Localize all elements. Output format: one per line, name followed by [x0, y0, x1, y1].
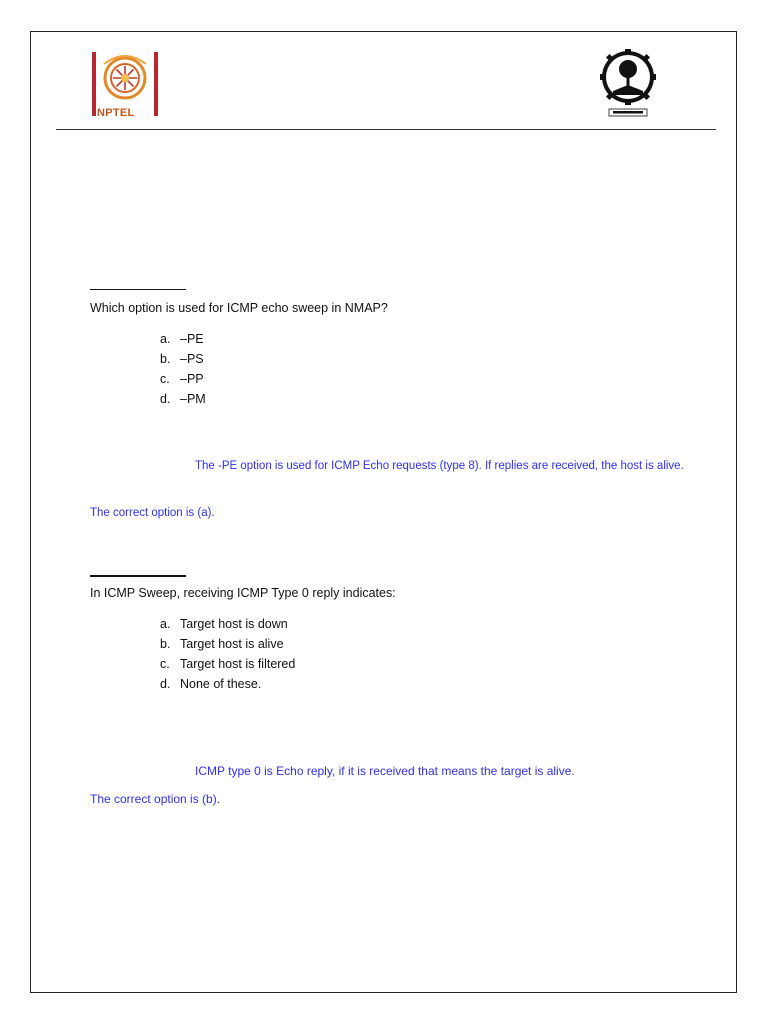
option-letter: d. [160, 677, 171, 691]
question-1-text: Which option is used for ICMP echo sweep in NMAP? [90, 301, 388, 315]
option-item [160, 614, 295, 634]
option-letter: b. [160, 352, 171, 366]
option-letter: a. [160, 617, 171, 631]
option-item [160, 389, 206, 409]
question-separator [90, 575, 186, 577]
option-text: –PM [180, 392, 206, 406]
option-text: Target host is alive [180, 637, 284, 651]
option-text: –PS [180, 352, 204, 366]
question-1-options [160, 329, 206, 409]
option-text: None of these. [180, 677, 262, 691]
nptel-logo-text: NPTEL [97, 107, 135, 119]
option-text: Target host is down [180, 617, 288, 631]
option-item [160, 329, 206, 349]
iit-kharagpur-emblem [595, 45, 661, 119]
option-letter: a. [160, 332, 171, 346]
option-item [160, 349, 206, 369]
option-item [160, 654, 295, 674]
option-item [160, 369, 206, 389]
question-2-answer: The correct option is (b). [90, 792, 221, 806]
question-separator [90, 289, 186, 290]
question-1-explanation: The -PE option is used for ICMP Echo requests (type 8). If replies are received, the host is alive. [195, 460, 684, 472]
question-1-answer: The correct option is (a). [90, 507, 215, 519]
header-divider [56, 129, 716, 130]
question-2-text: In ICMP Sweep, receiving ICMP Type 0 reply indicates: [90, 586, 396, 600]
option-text: –PP [180, 372, 204, 386]
option-letter: c. [160, 372, 170, 386]
option-text: –PE [180, 332, 204, 346]
option-text: Target host is filtered [180, 657, 296, 671]
option-item [160, 634, 295, 654]
option-letter: b. [160, 637, 171, 651]
option-letter: c. [160, 657, 170, 671]
option-item [160, 674, 295, 694]
question-2-explanation: ICMP type 0 is Echo reply, if it is received that means the target is alive. [195, 764, 575, 778]
question-2-options [160, 614, 295, 694]
option-letter: d. [160, 392, 171, 406]
